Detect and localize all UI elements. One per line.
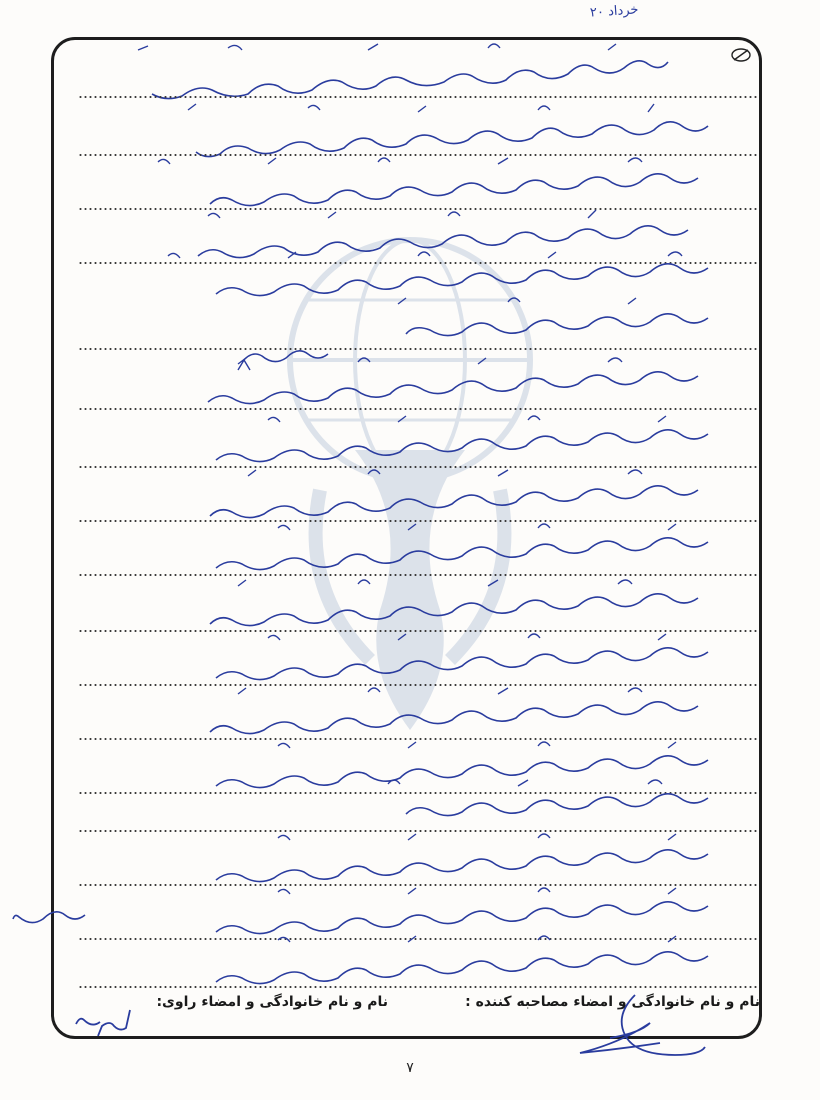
handwritten-line-1 (68, 40, 758, 98)
margin-overflow-word (10, 895, 90, 935)
handwritten-line-19 (68, 930, 758, 988)
handwritten-line-13 (68, 628, 758, 686)
interviewer-signature (540, 990, 710, 1065)
handwritten-line-12 (68, 574, 758, 632)
handwritten-line-2 (68, 98, 758, 156)
handwritten-line-8 (68, 352, 758, 410)
top-handwritten-annotation: ۲۰ خرداد (589, 2, 639, 21)
handwritten-line-16 (68, 774, 758, 832)
handwritten-line-3 (68, 152, 758, 210)
handwritten-line-10 (68, 464, 758, 522)
handwritten-line-9 (68, 410, 758, 468)
handwritten-line-17 (68, 828, 758, 886)
interviewer-signature-label: نام و نام خانوادگی و امضاء مصاحبه کننده : (465, 994, 760, 1010)
page-number: ۷ (406, 1060, 414, 1076)
handwritten-line-11 (68, 518, 758, 576)
handwritten-line-14 (68, 682, 758, 740)
narrator-signature-label: نام و نام خانوادگی و امضاء راوی: (156, 994, 388, 1010)
narrator-signature (70, 1000, 140, 1036)
